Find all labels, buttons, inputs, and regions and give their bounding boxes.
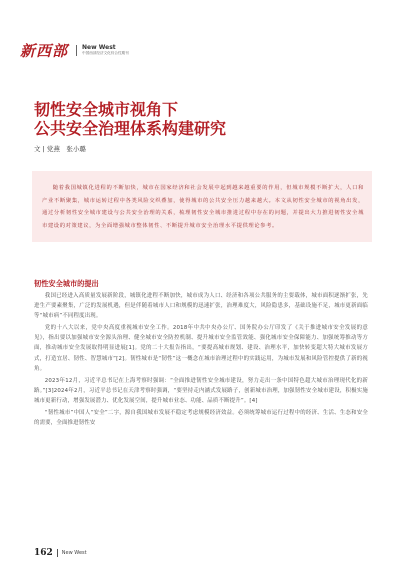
masthead-english-name: New West	[82, 44, 116, 52]
footer-magazine-name: New West	[61, 550, 87, 556]
abstract-box	[32, 171, 372, 242]
article-body	[34, 291, 368, 430]
body-paragraph-1: 我国已经进入高质量发展新阶段，城镇化进程不断加快，城市成为人口、经济和各项公共服务的主要载体，城市面积逐渐扩张，先进生产要素聚集，广泛的发展机遇，但是伴随着城市人口和规模的迅速扩张，治理难度大，风险隐患多，基础设施不足，城市更新面临等“城市病”不同程度出现。	[34, 293, 368, 320]
page-number: 162	[34, 548, 53, 558]
body-paragraph-4: “韧性城市”中国人“安全”二字，源自我国城市发展不稳定考虑规模经济效益。必须统筹城市运行过程中的经济、生活、生态和安全的需要，全面推进韧性安	[34, 410, 368, 427]
article-title-line-2: 公共安全治理体系构建研究	[34, 119, 227, 138]
masthead-subtitle	[76, 45, 129, 55]
body-paragraph-2: 党的十八大以来，党中央高度重视城市安全工作。2018年中共中央办公厅、国务院办公厅印发了《关于推进城市安全发展的意见》，指出要以加强城市安全源头治理、健全城市安全防控机制、提升城市安全监管效能、强化城市安全保障能力、加强统筹推动等方面，推动城市安全发展取得明显进展[1]。党的二十大报告指出，“要提高城市规划、建设、治理水平，加快转变超大特大城市发展方式，打造宜居、韧性、智慧城市”[2]。韧性城市是“韧性”这一概念在城市治理过程中的实践运用，为城市发展和风险管控提供了新的视角。	[34, 325, 368, 372]
page-top	[0, 0, 402, 2]
page-footer	[34, 548, 87, 558]
body-paragraph-3: 2023年12月，习近平总书记在上海考察时强调：“全面推进韧性安全城市建设，努力走出一条中国特色超大城市治理现代化的新路。”[3]2024年2月，习近平总书记在天津考察时强调，“要坚持走内涵式发展路子，创新城市治理，加强韧性安全城市建设，积极实施城市更新行动，增强发展潜力、优化发展空间，提升城市业态、功能、品质不断提升”。[4]	[34, 377, 368, 404]
article-title	[34, 100, 226, 138]
masthead-tagline: 中国西部经济文化综合性期刊	[82, 50, 129, 55]
abstract-text: 随着我国城镇化进程的不断加快，城市在国家经济和社会发展中起到越来越重要的作用，但城市规模不断扩大，人口和产业不断聚集，城市运转过程中各类风险交织叠加，使得城市的公共安全压力越来越大。本文从韧性安全城市的视角出发，通过分析韧性安全城市建设与公共安全治理的关系，梳理韧性安全城市推进过程中存在的问题，并提出大力推进韧性安全城市建设的对策建议，为全面增强城市整体韧性、不断提升城市安全治理水平提供理论参考。	[42, 185, 364, 229]
article-title-line-1: 韧性安全城市视角下	[34, 100, 179, 119]
masthead	[20, 40, 129, 61]
magazine-logo: 新西部	[20, 42, 69, 60]
footer-divider	[57, 549, 58, 557]
article-authors: 文 | 党燕 张小璐	[34, 145, 86, 153]
section-heading: 韧性安全城市的提出	[34, 279, 99, 288]
